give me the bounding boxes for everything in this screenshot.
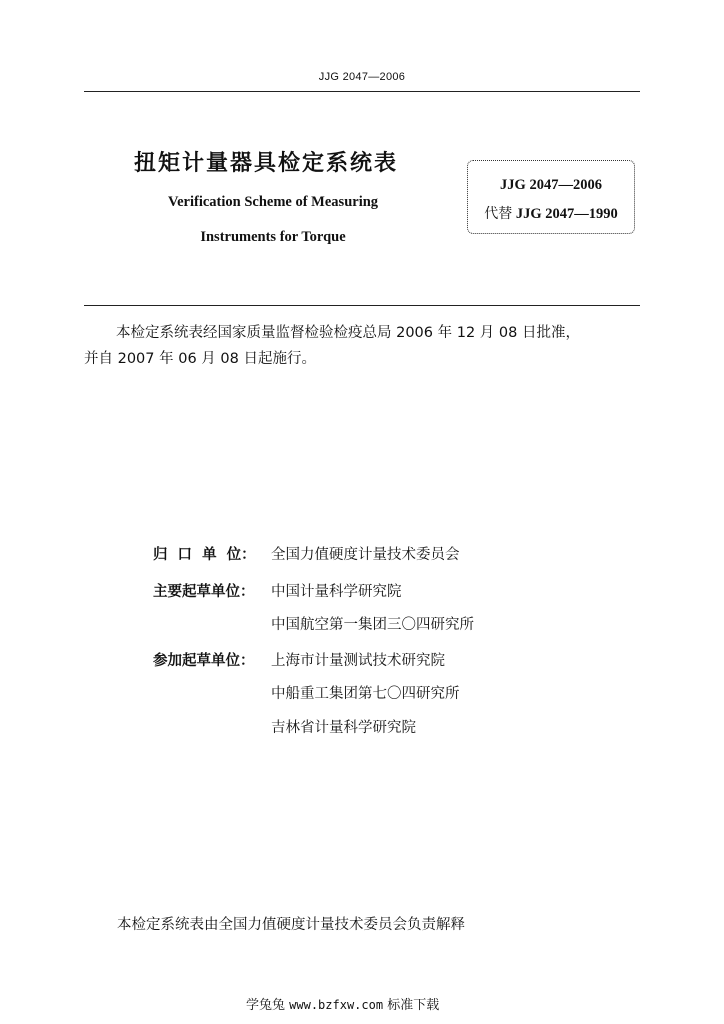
replaces-prefix: 代替 — [484, 206, 513, 222]
code-box-replaces — [468, 203, 634, 223]
main-drafting-label: 主要起草单位： — [153, 584, 255, 600]
title-english-line1: Verification Scheme of Measuring — [167, 194, 379, 210]
main-drafting-value-2: 中国航空第一集团三〇四研究所 — [271, 617, 474, 633]
main-drafting-value-1: 中国计量科学研究院 — [271, 584, 402, 600]
title-chinese: 扭矩计量器具检定系统表 — [134, 151, 399, 176]
standard-code-box — [467, 160, 635, 234]
responsible-unit-value: 全国力值硬度计量技术委员会 — [271, 547, 460, 563]
approval-line1: 本检定系统表经国家质量监督检验检疫总局 2006 年 12 月 08 日批准， — [116, 325, 580, 341]
watermark-prefix: 学兔兔 — [246, 998, 286, 1013]
title-english-line2: Instruments for Torque — [200, 229, 346, 245]
responsible-unit-label: 归 口 单 位： — [153, 547, 256, 563]
replaces-code: JJG 2047—1990 — [515, 206, 618, 222]
header-standard-code: JJG 2047—2006 — [318, 71, 406, 83]
header-rule — [84, 91, 640, 92]
participating-label: 参加起草单位： — [153, 653, 255, 669]
code-box-code: JJG 2047—2006 — [500, 177, 602, 193]
participating-value-1: 上海市计量测试技术研究院 — [271, 653, 445, 669]
approval-line2: 并自 2007 年 06 月 08 日起施行。 — [84, 351, 316, 367]
participating-value-3: 吉林省计量科学研究院 — [271, 720, 416, 736]
watermark-url[interactable]: www.bzfxw.com — [289, 998, 384, 1012]
participating-value-2: 中船重工集团第七〇四研究所 — [271, 686, 460, 702]
watermark-suffix: 标准下载 — [387, 998, 440, 1013]
watermark-footer — [246, 994, 439, 1013]
title-rule — [84, 305, 640, 306]
interpretation-note: 本检定系统表由全国力值硬度计量技术委员会负责解释 — [117, 917, 465, 933]
